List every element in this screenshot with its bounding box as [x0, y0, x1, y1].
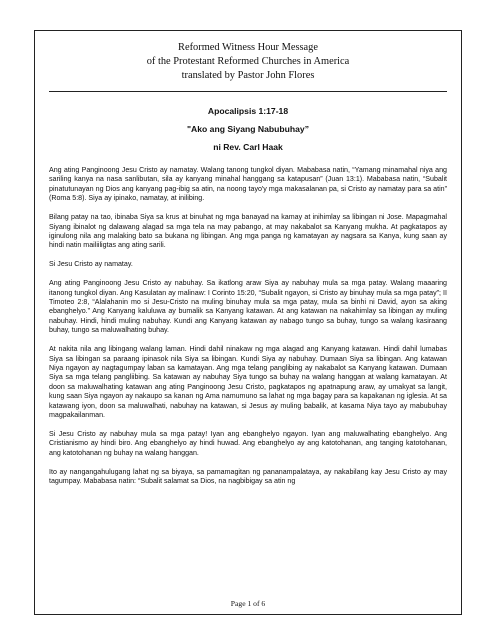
paragraph: Si Jesu Cristo ay namatay. — [49, 260, 133, 269]
header-line-2: of the Protestant Reformed Churches in America — [146, 56, 350, 67]
sermon-body — [35, 156, 461, 486]
page-frame — [34, 30, 462, 615]
paragraph: Si Jesu Cristo ay nabuhay mula sa mga patay! Iyan ang ebanghelyo ngayon. Iyan ang maluwalhating ebanghelyo. Ang Cristianismo ay hindi biro. Ang ebanghelyo ay hindi huwad. Ang ebanghelyo ay ang katotohanan, ang tanging katotohanan, ang katotohanan ng buhay na walang hanggan. — [49, 429, 447, 457]
sermon-author: ni Rev. Carl Haak — [213, 142, 283, 152]
paragraph: Ang ating Panginoong Jesu Cristo ay nabuhay. Sa ikatlong araw Siya ay nabuhay mula sa mga patay. Walang maaaring itanong tungkol diyan. Ang Kasulatan ay malinaw: I Corinto 15:20, “Subalit ngayon, si Cristo ay binuhay mula sa mga patay”; II Timoteo 2:8, “Alalahanin mo si Jesu-Cristo na muling binuhay mula sa mga patay, mula sa binhi ni David, ayon sa aking ebanghelyo.” Ang Kanyang kaluluwa ay bumalik sa Kanyang katawan. At ang katawan na nakahimlay sa libingan ay muling nabuhay. Hindi, hindi muling nabuhay. Kundi ang Kanyang katawan ay nabago tungo sa buhay, tungo sa walang kasiraang buhay, tungo sa maluwalhating buhay. — [49, 279, 447, 335]
header-line-3: translated by Pastor John Flores — [181, 70, 315, 81]
sermon-titles — [35, 102, 461, 156]
paragraph: Ang ating Panginoong Jesu Cristo ay namatay. Walang tanong tungkol diyan. Mababasa natin, “Yamang minamahal niya ang sariling kanya na nasa sanlibutan, sila ay kanyang minahal hanggang sa katapusan” (Juan 13:1). Mababasa natin, “Subalit pinatutunayan ng Dios ang kanyang pag-ibig sa atin, na noong tayo'y mga makasalanan pa, si Cristo ay namatay para sa atin” (Roma 5:8). Siya ay ipinako, namatay, at inilibing. — [49, 166, 447, 203]
paragraph: Bilang patay na tao, ibinaba Siya sa krus at binuhat ng mga banayad na kamay at inihimlay sa libingan ni Jose. Mapagmahal Siyang ibinalot ng dalawang alagad sa mga tela na may pabango, at may nakabalot sa Kanyang mukha. At pagkatapos ay iginulong nila ang malaking bato sa bukana ng libingan. Ang mga panga ng kamatayan ay nagsara sa Kanya, kung saan ay hindi natin mailiiligtas ang ating sarili. — [49, 213, 447, 250]
paragraph: At nakita nila ang libingang walang laman. Hindi dahil ninakaw ng mga alagad ang Kanyang katawan. Hindi dahil lumabas Siya sa libingan sa paraang ipinasok nila Siya sa libingan. Kundi Siya ay nabuhay. Dumaan Siya sa libingan. Ang katawan Niya ngayon ay nagtagumpay laban sa kamatayan. Ang mga telang panglibing ay nakabalot sa Kanyang katawan. Dumaan Siya sa mga telang pangliibing. Sa katawan ay nabuhay Siya tungo sa buhay na walang hanggan at walang kamatayan. At doon sa maluwalhating katawan ang ating Panginoong Jesu Cristo, pagkatapos ng apatnapung araw, ay umakyat sa langit, kung saan Siya ngayon ay nakaupo sa kanan ng Ama namumuno sa lahat ng mga bagay para sa kapakanan ng iglesia. At sa katawang iyon, doon sa maluwalhati, nabuhay na katawan, si Jesus ay muling babalik, at kasama Niya tayo ay mabubuhay magpakailanman. — [49, 345, 447, 419]
scripture-reference: Apocalipsis 1:17-18 — [207, 106, 289, 116]
page-number: Page 1 of 6 — [230, 599, 266, 608]
header-divider — [49, 91, 447, 92]
sermon-title: "Ako ang Siyang Nabubuhay” — [186, 124, 310, 134]
header-line-1: Reformed Witness Hour Message — [178, 42, 318, 53]
document-header — [35, 31, 461, 83]
paragraph: Ito ay nangangahulugang lahat ng sa biyaya, sa pamamagitan ng pananampalataya, ay nakabilang kay Jesu Cristo ay may tagumpay. Mababasa natin: “Subalit salamat sa Dios, na nagbibigay sa atin ng — [49, 467, 447, 485]
